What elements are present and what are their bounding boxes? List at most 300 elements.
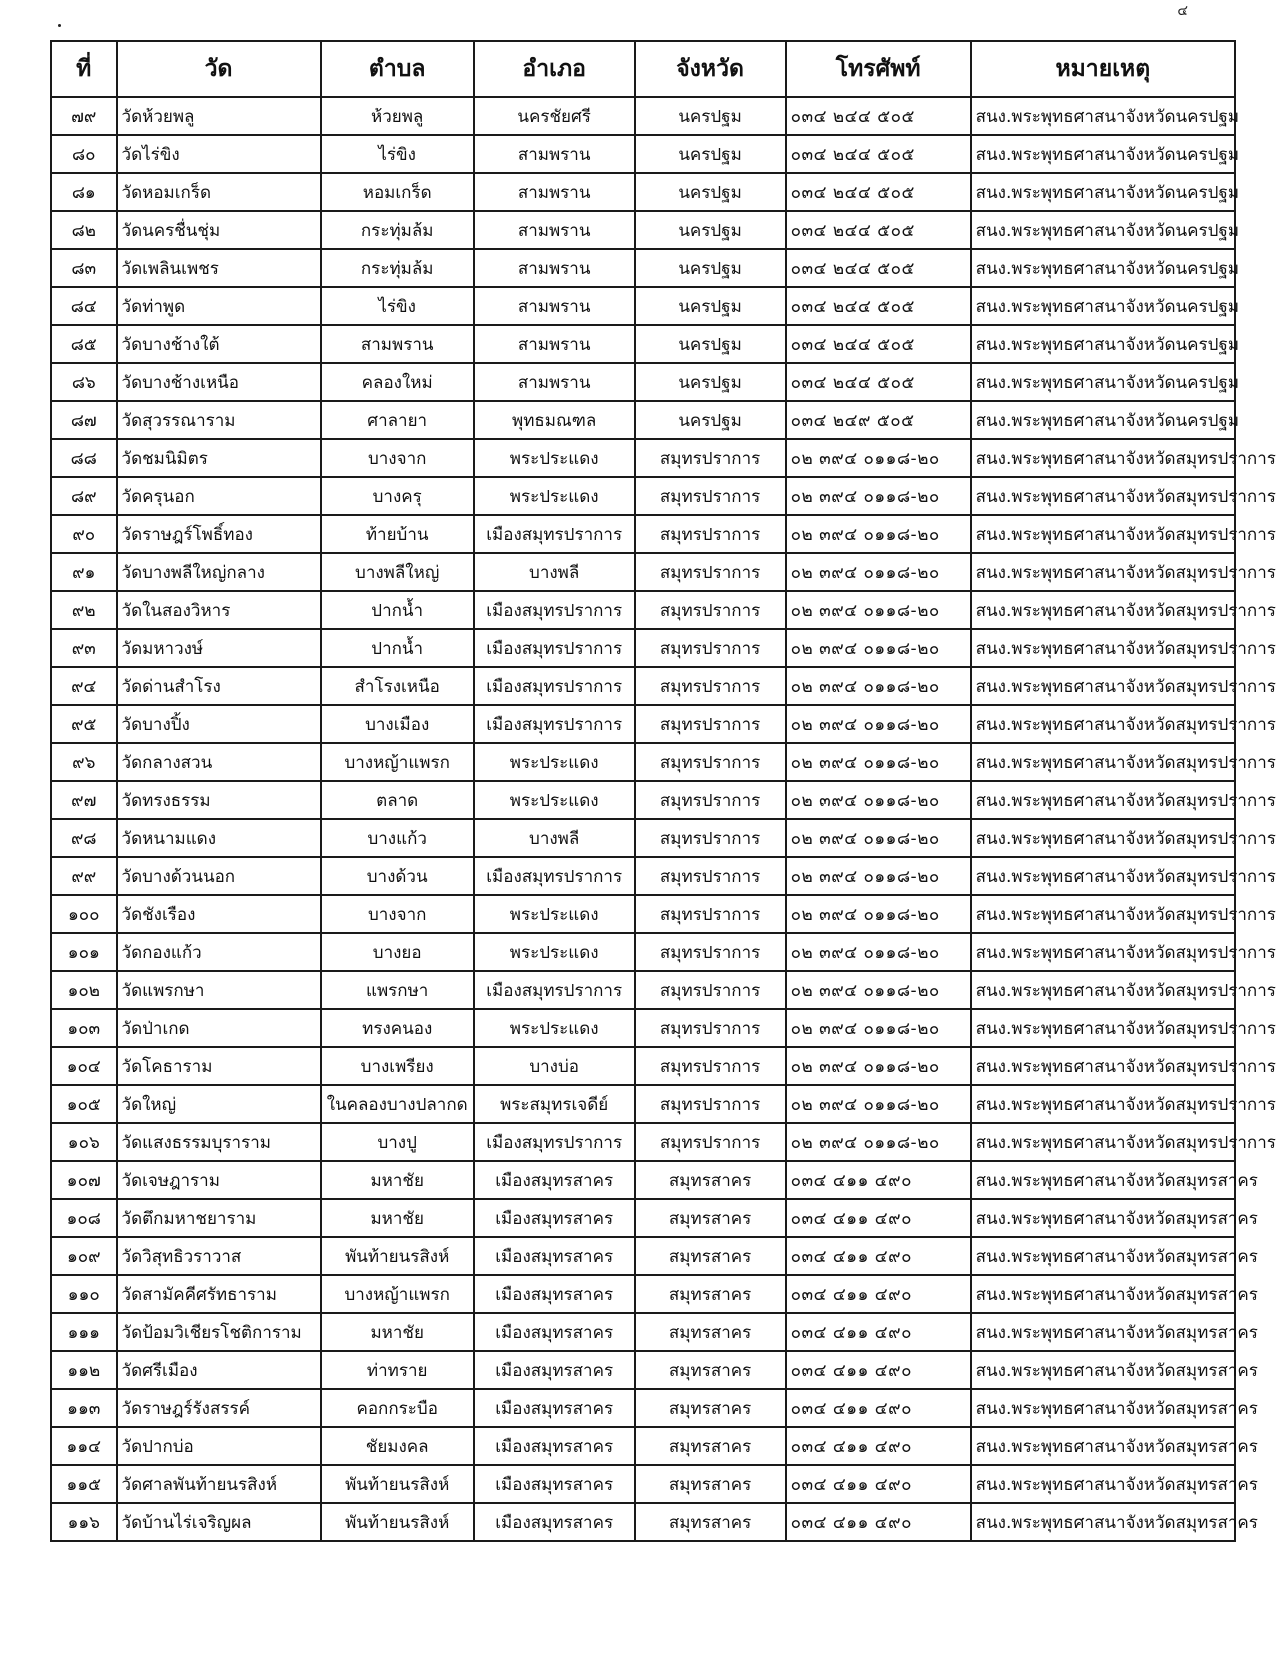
province: สมุทรปราการ bbox=[635, 781, 786, 819]
phone: ๐๒ ๓๙๔ ๐๑๑๘-๒๐ bbox=[786, 743, 971, 781]
temple-name: วัดบางปิ้ง bbox=[117, 705, 321, 743]
phone: ๐๓๔ ๒๔๔ ๕๐๕ bbox=[786, 325, 971, 363]
row-number: ๙๖ bbox=[51, 743, 117, 781]
province: สมุทรปราการ bbox=[635, 819, 786, 857]
district: เมืองสมุทรปราการ bbox=[474, 857, 635, 895]
remarks: สนง.พระพุทธศาสนาจังหวัดสมุทรปราการ bbox=[971, 1123, 1235, 1161]
header-subdistrict: ตำบล bbox=[321, 41, 474, 97]
phone: ๐๒ ๓๙๔ ๐๑๑๘-๒๐ bbox=[786, 781, 971, 819]
phone: ๐๒ ๓๙๔ ๐๑๑๘-๒๐ bbox=[786, 895, 971, 933]
row-number: ๘๑ bbox=[51, 173, 117, 211]
temple-table bbox=[50, 40, 1276, 1542]
phone: ๐๓๔ ๔๑๑ ๔๙๐ bbox=[786, 1389, 971, 1427]
province: นครปฐม bbox=[635, 173, 786, 211]
subdistrict: ปากน้ำ bbox=[321, 591, 474, 629]
header-district: อำเภอ bbox=[474, 41, 635, 97]
district: สามพราน bbox=[474, 325, 635, 363]
province: นครปฐม bbox=[635, 211, 786, 249]
remarks: สนง.พระพุทธศาสนาจังหวัดสมุทรปราการ bbox=[971, 629, 1235, 667]
province: สมุทรสาคร bbox=[635, 1237, 786, 1275]
province: นครปฐม bbox=[635, 287, 786, 325]
province: สมุทรปราการ bbox=[635, 439, 786, 477]
table-row bbox=[51, 1009, 1235, 1047]
table-row bbox=[51, 1161, 1235, 1199]
row-number: ๙๐ bbox=[51, 515, 117, 553]
district: นครชัยศรี bbox=[474, 97, 635, 135]
district: พระสมุทรเจดีย์ bbox=[474, 1085, 635, 1123]
phone: ๐๒ ๓๙๔ ๐๑๑๘-๒๐ bbox=[786, 1047, 971, 1085]
remarks: สนง.พระพุทธศาสนาจังหวัดสมุทรปราการ bbox=[971, 857, 1235, 895]
subdistrict: หอมเกร็ด bbox=[321, 173, 474, 211]
district: พระประแดง bbox=[474, 439, 635, 477]
phone: ๐๒ ๓๙๔ ๐๑๑๘-๒๐ bbox=[786, 629, 971, 667]
temple-name: วัดครุนอก bbox=[117, 477, 321, 515]
header-row bbox=[51, 41, 1235, 97]
temple-name: วัดเจษฎาราม bbox=[117, 1161, 321, 1199]
page-number: ๔ bbox=[1177, 3, 1188, 19]
remarks: สนง.พระพุทธศาสนาจังหวัดสมุทรปราการ bbox=[971, 439, 1235, 477]
subdistrict: บางพลีใหญ่ bbox=[321, 553, 474, 591]
province: สมุทรปราการ bbox=[635, 515, 786, 553]
remarks: สนง.พระพุทธศาสนาจังหวัดนครปฐม bbox=[971, 249, 1235, 287]
district: เมืองสมุทรสาคร bbox=[474, 1199, 635, 1237]
header-province: จังหวัด bbox=[635, 41, 786, 97]
temple-name: วัดนครชื่นชุ่ม bbox=[117, 211, 321, 249]
district: เมืองสมุทรปราการ bbox=[474, 1123, 635, 1161]
subdistrict: คอกกระบือ bbox=[321, 1389, 474, 1427]
district: สามพราน bbox=[474, 211, 635, 249]
temple-name: วัดในสองวิหาร bbox=[117, 591, 321, 629]
phone: ๐๒ ๓๙๔ ๐๑๑๘-๒๐ bbox=[786, 667, 971, 705]
temple-name: วัดปากบ่อ bbox=[117, 1427, 321, 1465]
row-number: ๑๐๔ bbox=[51, 1047, 117, 1085]
remarks: สนง.พระพุทธศาสนาจังหวัดสมุทรปราการ bbox=[971, 705, 1235, 743]
phone: ๐๓๔ ๔๑๑ ๔๙๐ bbox=[786, 1237, 971, 1275]
temple-name: วัดไร่ขิง bbox=[117, 135, 321, 173]
subdistrict: กระทุ่มล้ม bbox=[321, 211, 474, 249]
remarks: สนง.พระพุทธศาสนาจังหวัดนครปฐม bbox=[971, 401, 1235, 439]
subdistrict: สามพราน bbox=[321, 325, 474, 363]
province: สมุทรปราการ bbox=[635, 629, 786, 667]
row-number: ๑๑๔ bbox=[51, 1427, 117, 1465]
row-number: ๑๑๕ bbox=[51, 1465, 117, 1503]
table-row bbox=[51, 97, 1235, 135]
subdistrict: กระทุ่มล้ม bbox=[321, 249, 474, 287]
subdistrict: บางหญ้าแพรก bbox=[321, 1275, 474, 1313]
district: เมืองสมุทรสาคร bbox=[474, 1237, 635, 1275]
remarks: สนง.พระพุทธศาสนาจังหวัดสมุทรสาคร bbox=[971, 1275, 1235, 1313]
temple-name: วัดมหาวงษ์ bbox=[117, 629, 321, 667]
table-row bbox=[51, 743, 1235, 781]
district: เมืองสมุทรปราการ bbox=[474, 591, 635, 629]
phone: ๐๓๔ ๒๔๔ ๕๐๕ bbox=[786, 363, 971, 401]
temple-name: วัดโคธาราม bbox=[117, 1047, 321, 1085]
row-number: ๘๘ bbox=[51, 439, 117, 477]
temple-name: วัดชมนิมิตร bbox=[117, 439, 321, 477]
phone: ๐๓๔ ๒๔๔ ๕๐๕ bbox=[786, 249, 971, 287]
district: เมืองสมุทรสาคร bbox=[474, 1427, 635, 1465]
temple-name: วัดตึกมหาชยาราม bbox=[117, 1199, 321, 1237]
subdistrict: พันท้ายนรสิงห์ bbox=[321, 1237, 474, 1275]
phone: ๐๓๔ ๒๔๔ ๕๐๕ bbox=[786, 211, 971, 249]
phone: ๐๓๔ ๔๑๑ ๔๙๐ bbox=[786, 1427, 971, 1465]
phone: ๐๓๔ ๒๔๔ ๕๐๕ bbox=[786, 135, 971, 173]
province: สมุทรสาคร bbox=[635, 1275, 786, 1313]
province: สมุทรสาคร bbox=[635, 1503, 786, 1541]
temple-name: วัดกลางสวน bbox=[117, 743, 321, 781]
temple-name: วัดหนามแดง bbox=[117, 819, 321, 857]
phone: ๐๓๔ ๔๑๑ ๔๙๐ bbox=[786, 1313, 971, 1351]
district: เมืองสมุทรปราการ bbox=[474, 705, 635, 743]
remarks: สนง.พระพุทธศาสนาจังหวัดสมุทรปราการ bbox=[971, 1009, 1235, 1047]
province: สมุทรปราการ bbox=[635, 1085, 786, 1123]
remarks: สนง.พระพุทธศาสนาจังหวัดสมุทรปราการ bbox=[971, 781, 1235, 819]
table-row bbox=[51, 1351, 1235, 1389]
district: สามพราน bbox=[474, 287, 635, 325]
district: เมืองสมุทรสาคร bbox=[474, 1503, 635, 1541]
table-row bbox=[51, 629, 1235, 667]
remarks: สนง.พระพุทธศาสนาจังหวัดสมุทรปราการ bbox=[971, 667, 1235, 705]
district: เมืองสมุทรสาคร bbox=[474, 1275, 635, 1313]
remarks: สนง.พระพุทธศาสนาจังหวัดสมุทรปราการ bbox=[971, 553, 1235, 591]
remarks: สนง.พระพุทธศาสนาจังหวัดสมุทรปราการ bbox=[971, 591, 1235, 629]
table-row bbox=[51, 591, 1235, 629]
province: นครปฐม bbox=[635, 97, 786, 135]
subdistrict: ทรงคนอง bbox=[321, 1009, 474, 1047]
table-row bbox=[51, 287, 1235, 325]
row-number: ๗๙ bbox=[51, 97, 117, 135]
subdistrict: บางแก้ว bbox=[321, 819, 474, 857]
subdistrict: ปากน้ำ bbox=[321, 629, 474, 667]
row-number: ๙๗ bbox=[51, 781, 117, 819]
phone: ๐๒ ๓๙๔ ๐๑๑๘-๒๐ bbox=[786, 553, 971, 591]
row-number: ๑๐๕ bbox=[51, 1085, 117, 1123]
row-number: ๘๒ bbox=[51, 211, 117, 249]
province: สมุทรปราการ bbox=[635, 477, 786, 515]
remarks: สนง.พระพุทธศาสนาจังหวัดสมุทรปราการ bbox=[971, 1085, 1235, 1123]
temple-name: วัดชังเรือง bbox=[117, 895, 321, 933]
district: สามพราน bbox=[474, 173, 635, 211]
district: เมืองสมุทรปราการ bbox=[474, 629, 635, 667]
table-row bbox=[51, 363, 1235, 401]
phone: ๐๒ ๓๙๔ ๐๑๑๘-๒๐ bbox=[786, 477, 971, 515]
subdistrict: มหาชัย bbox=[321, 1161, 474, 1199]
phone: ๐๒ ๓๙๔ ๐๑๑๘-๒๐ bbox=[786, 971, 971, 1009]
phone: ๐๓๔ ๒๔๔ ๕๐๕ bbox=[786, 287, 971, 325]
district: เมืองสมุทรสาคร bbox=[474, 1465, 635, 1503]
row-number: ๙๕ bbox=[51, 705, 117, 743]
province: สมุทรปราการ bbox=[635, 971, 786, 1009]
phone: ๐๓๔ ๒๔๔ ๕๐๕ bbox=[786, 97, 971, 135]
subdistrict: ท้ายบ้าน bbox=[321, 515, 474, 553]
row-number: ๙๑ bbox=[51, 553, 117, 591]
remarks: สนง.พระพุทธศาสนาจังหวัดนครปฐม bbox=[971, 135, 1235, 173]
province: สมุทรปราการ bbox=[635, 1123, 786, 1161]
table-row bbox=[51, 971, 1235, 1009]
subdistrict: สำโรงเหนือ bbox=[321, 667, 474, 705]
table-row bbox=[51, 857, 1235, 895]
table-row bbox=[51, 1047, 1235, 1085]
table-row bbox=[51, 439, 1235, 477]
phone: ๐๒ ๓๙๔ ๐๑๑๘-๒๐ bbox=[786, 439, 971, 477]
district: บางพลี bbox=[474, 819, 635, 857]
table-row bbox=[51, 515, 1235, 553]
subdistrict: ชัยมงคล bbox=[321, 1427, 474, 1465]
temple-name: วัดสามัคคีศรัทธาราม bbox=[117, 1275, 321, 1313]
province: นครปฐม bbox=[635, 363, 786, 401]
remarks: สนง.พระพุทธศาสนาจังหวัดนครปฐม bbox=[971, 173, 1235, 211]
remarks: สนง.พระพุทธศาสนาจังหวัดสมุทรปราการ bbox=[971, 819, 1235, 857]
province: สมุทรสาคร bbox=[635, 1427, 786, 1465]
district: สามพราน bbox=[474, 249, 635, 287]
province: สมุทรปราการ bbox=[635, 857, 786, 895]
subdistrict: บางหญ้าแพรก bbox=[321, 743, 474, 781]
phone: ๐๒ ๓๙๔ ๐๑๑๘-๒๐ bbox=[786, 591, 971, 629]
row-number: ๘๗ bbox=[51, 401, 117, 439]
table-body bbox=[51, 97, 1276, 1541]
table-row bbox=[51, 173, 1235, 211]
stray-dot bbox=[58, 24, 61, 27]
remarks: สนง.พระพุทธศาสนาจังหวัดสมุทรปราการ bbox=[971, 743, 1235, 781]
subdistrict: ไร่ขิง bbox=[321, 135, 474, 173]
temple-name: วัดศรีเมือง bbox=[117, 1351, 321, 1389]
row-number: ๙๙ bbox=[51, 857, 117, 895]
temple-name: วัดราษฎร์โพธิ์ทอง bbox=[117, 515, 321, 553]
phone: ๐๒ ๓๙๔ ๐๑๑๘-๒๐ bbox=[786, 933, 971, 971]
province: สมุทรสาคร bbox=[635, 1161, 786, 1199]
province: นครปฐม bbox=[635, 325, 786, 363]
district: สามพราน bbox=[474, 363, 635, 401]
phone: ๐๓๔ ๔๑๑ ๔๙๐ bbox=[786, 1465, 971, 1503]
temple-name: วัดราษฎร์รังสรรค์ bbox=[117, 1389, 321, 1427]
table-row bbox=[51, 325, 1235, 363]
subdistrict: ในคลองบางปลากด bbox=[321, 1085, 474, 1123]
phone: ๐๓๔ ๔๑๑ ๔๙๐ bbox=[786, 1351, 971, 1389]
province: สมุทรสาคร bbox=[635, 1465, 786, 1503]
province: สมุทรสาคร bbox=[635, 1199, 786, 1237]
subdistrict: พันท้ายนรสิงห์ bbox=[321, 1465, 474, 1503]
phone: ๐๓๔ ๔๑๑ ๔๙๐ bbox=[786, 1161, 971, 1199]
table-row bbox=[51, 1237, 1235, 1275]
temple-name: วัดป่าเกด bbox=[117, 1009, 321, 1047]
district: เมืองสมุทรสาคร bbox=[474, 1161, 635, 1199]
temple-name: วัดป้อมวิเชียรโชติการาม bbox=[117, 1313, 321, 1351]
district: เมืองสมุทรสาคร bbox=[474, 1351, 635, 1389]
temple-name: วัดแพรกษา bbox=[117, 971, 321, 1009]
district: เมืองสมุทรสาคร bbox=[474, 1389, 635, 1427]
temple-name: วัดห้วยพลู bbox=[117, 97, 321, 135]
temple-name: วัดกองแก้ว bbox=[117, 933, 321, 971]
district: เมืองสมุทรสาคร bbox=[474, 1313, 635, 1351]
remarks: สนง.พระพุทธศาสนาจังหวัดสมุทรสาคร bbox=[971, 1427, 1235, 1465]
remarks: สนง.พระพุทธศาสนาจังหวัดนครปฐม bbox=[971, 363, 1235, 401]
row-number: ๘๙ bbox=[51, 477, 117, 515]
table-row bbox=[51, 1313, 1235, 1351]
remarks: สนง.พระพุทธศาสนาจังหวัดนครปฐม bbox=[971, 97, 1235, 135]
table-row bbox=[51, 211, 1235, 249]
row-number: ๑๐๘ bbox=[51, 1199, 117, 1237]
temple-name: วัดด่านสำโรง bbox=[117, 667, 321, 705]
row-number: ๘๖ bbox=[51, 363, 117, 401]
phone: ๐๒ ๓๙๔ ๐๑๑๘-๒๐ bbox=[786, 819, 971, 857]
row-number: ๑๑๓ bbox=[51, 1389, 117, 1427]
remarks: สนง.พระพุทธศาสนาจังหวัดสมุทรสาคร bbox=[971, 1161, 1235, 1199]
phone: ๐๓๔ ๔๑๑ ๔๙๐ bbox=[786, 1275, 971, 1313]
subdistrict: บางด้วน bbox=[321, 857, 474, 895]
district: สามพราน bbox=[474, 135, 635, 173]
district: บางพลี bbox=[474, 553, 635, 591]
subdistrict: บางจาก bbox=[321, 895, 474, 933]
remarks: สนง.พระพุทธศาสนาจังหวัดสมุทรสาคร bbox=[971, 1503, 1235, 1541]
row-number: ๘๕ bbox=[51, 325, 117, 363]
subdistrict: บางเมือง bbox=[321, 705, 474, 743]
district: เมืองสมุทรปราการ bbox=[474, 515, 635, 553]
row-number: ๑๑๖ bbox=[51, 1503, 117, 1541]
temple-name: วัดสุวรรณาราม bbox=[117, 401, 321, 439]
temple-name: วัดแสงธรรมบุราราม bbox=[117, 1123, 321, 1161]
province: นครปฐม bbox=[635, 249, 786, 287]
province: สมุทรปราการ bbox=[635, 667, 786, 705]
subdistrict: แพรกษา bbox=[321, 971, 474, 1009]
table-row bbox=[51, 1085, 1235, 1123]
table-row bbox=[51, 401, 1235, 439]
remarks: สนง.พระพุทธศาสนาจังหวัดสมุทรปราการ bbox=[971, 477, 1235, 515]
row-number: ๑๐๙ bbox=[51, 1237, 117, 1275]
district: พระประแดง bbox=[474, 781, 635, 819]
row-number: ๑๐๗ bbox=[51, 1161, 117, 1199]
temple-name: วัดศาลพันท้ายนรสิงห์ bbox=[117, 1465, 321, 1503]
phone: ๐๓๔ ๔๑๑ ๔๙๐ bbox=[786, 1199, 971, 1237]
subdistrict: บางปู bbox=[321, 1123, 474, 1161]
subdistrict: ห้วยพลู bbox=[321, 97, 474, 135]
row-number: ๑๐๒ bbox=[51, 971, 117, 1009]
subdistrict: มหาชัย bbox=[321, 1199, 474, 1237]
remarks: สนง.พระพุทธศาสนาจังหวัดสมุทรปราการ bbox=[971, 895, 1235, 933]
temple-name: วัดบางช้างเหนือ bbox=[117, 363, 321, 401]
header-no: ที่ bbox=[51, 41, 117, 97]
province: สมุทรปราการ bbox=[635, 591, 786, 629]
district: เมืองสมุทรปราการ bbox=[474, 667, 635, 705]
remarks: สนง.พระพุทธศาสนาจังหวัดสมุทรสาคร bbox=[971, 1199, 1235, 1237]
district: พระประแดง bbox=[474, 933, 635, 971]
remarks: สนง.พระพุทธศาสนาจังหวัดสมุทรปราการ bbox=[971, 971, 1235, 1009]
province: สมุทรปราการ bbox=[635, 743, 786, 781]
temple-name: วัดวิสุทธิวราวาส bbox=[117, 1237, 321, 1275]
subdistrict: บางเพรียง bbox=[321, 1047, 474, 1085]
table-row bbox=[51, 249, 1235, 287]
row-number: ๘๔ bbox=[51, 287, 117, 325]
subdistrict: ตลาด bbox=[321, 781, 474, 819]
subdistrict: ท่าทราย bbox=[321, 1351, 474, 1389]
district: พระประแดง bbox=[474, 1009, 635, 1047]
remarks: สนง.พระพุทธศาสนาจังหวัดนครปฐม bbox=[971, 325, 1235, 363]
temple-name: วัดเพลินเพชร bbox=[117, 249, 321, 287]
subdistrict: บางจาก bbox=[321, 439, 474, 477]
remarks: สนง.พระพุทธศาสนาจังหวัดสมุทรสาคร bbox=[971, 1465, 1235, 1503]
temple-name: วัดบางพลีใหญ่กลาง bbox=[117, 553, 321, 591]
table-row bbox=[51, 781, 1235, 819]
table-row bbox=[51, 895, 1235, 933]
temple-name: วัดทรงธรรม bbox=[117, 781, 321, 819]
table-row bbox=[51, 477, 1235, 515]
row-number: ๑๐๖ bbox=[51, 1123, 117, 1161]
phone: ๐๓๔ ๔๑๑ ๔๙๐ bbox=[786, 1503, 971, 1541]
phone: ๐๒ ๓๙๔ ๐๑๑๘-๒๐ bbox=[786, 1123, 971, 1161]
table-row bbox=[51, 135, 1235, 173]
phone: ๐๒ ๓๙๔ ๐๑๑๘-๒๐ bbox=[786, 705, 971, 743]
table-row bbox=[51, 553, 1235, 591]
row-number: ๑๑๐ bbox=[51, 1275, 117, 1313]
district: พระประแดง bbox=[474, 895, 635, 933]
phone: ๐๒ ๓๙๔ ๐๑๑๘-๒๐ bbox=[786, 1009, 971, 1047]
row-number: ๘๐ bbox=[51, 135, 117, 173]
remarks: สนง.พระพุทธศาสนาจังหวัดนครปฐม bbox=[971, 211, 1235, 249]
header-phone: โทรศัพท์ bbox=[786, 41, 971, 97]
subdistrict: คลองใหม่ bbox=[321, 363, 474, 401]
province: สมุทรปราการ bbox=[635, 553, 786, 591]
phone: ๐๒ ๓๙๔ ๐๑๑๘-๒๐ bbox=[786, 1085, 971, 1123]
header-remarks: หมายเหตุ bbox=[971, 41, 1235, 97]
remarks: สนง.พระพุทธศาสนาจังหวัดสมุทรปราการ bbox=[971, 933, 1235, 971]
row-number: ๑๐๑ bbox=[51, 933, 117, 971]
province: สมุทรสาคร bbox=[635, 1313, 786, 1351]
remarks: สนง.พระพุทธศาสนาจังหวัดนครปฐม bbox=[971, 287, 1235, 325]
temple-name: วัดบางด้วนนอก bbox=[117, 857, 321, 895]
remarks: สนง.พระพุทธศาสนาจังหวัดสมุทรปราการ bbox=[971, 1047, 1235, 1085]
table-row bbox=[51, 1389, 1235, 1427]
province: นครปฐม bbox=[635, 135, 786, 173]
province: สมุทรสาคร bbox=[635, 1389, 786, 1427]
province: สมุทรปราการ bbox=[635, 895, 786, 933]
temple-name: วัดใหญ่ bbox=[117, 1085, 321, 1123]
row-number: ๙๒ bbox=[51, 591, 117, 629]
province: สมุทรปราการ bbox=[635, 1047, 786, 1085]
row-number: ๙๓ bbox=[51, 629, 117, 667]
remarks: สนง.พระพุทธศาสนาจังหวัดสมุทรสาคร bbox=[971, 1237, 1235, 1275]
row-number: ๘๓ bbox=[51, 249, 117, 287]
district: พุทธมณฑล bbox=[474, 401, 635, 439]
subdistrict: มหาชัย bbox=[321, 1313, 474, 1351]
table-row bbox=[51, 705, 1235, 743]
district: พระประแดง bbox=[474, 477, 635, 515]
row-number: ๑๑๑ bbox=[51, 1313, 117, 1351]
subdistrict: ไร่ขิง bbox=[321, 287, 474, 325]
phone: ๐๒ ๓๙๔ ๐๑๑๘-๒๐ bbox=[786, 857, 971, 895]
province: นครปฐม bbox=[635, 401, 786, 439]
remarks: สนง.พระพุทธศาสนาจังหวัดสมุทรสาคร bbox=[971, 1351, 1235, 1389]
table-row bbox=[51, 1199, 1235, 1237]
remarks: สนง.พระพุทธศาสนาจังหวัดสมุทรสาคร bbox=[971, 1389, 1235, 1427]
row-number: ๑๐๐ bbox=[51, 895, 117, 933]
subdistrict: บางครุ bbox=[321, 477, 474, 515]
table-row bbox=[51, 1465, 1235, 1503]
remarks: สนง.พระพุทธศาสนาจังหวัดสมุทรสาคร bbox=[971, 1313, 1235, 1351]
province: สมุทรปราการ bbox=[635, 1009, 786, 1047]
province: สมุทรสาคร bbox=[635, 1351, 786, 1389]
subdistrict: ศาลายา bbox=[321, 401, 474, 439]
row-number: ๙๔ bbox=[51, 667, 117, 705]
table-row bbox=[51, 819, 1235, 857]
row-number: ๑๐๓ bbox=[51, 1009, 117, 1047]
district: บางบ่อ bbox=[474, 1047, 635, 1085]
table-row bbox=[51, 1503, 1235, 1541]
table-row bbox=[51, 1427, 1235, 1465]
phone: ๐๒ ๓๙๔ ๐๑๑๘-๒๐ bbox=[786, 515, 971, 553]
table-row bbox=[51, 667, 1235, 705]
temple-name: วัดหอมเกร็ด bbox=[117, 173, 321, 211]
province: สมุทรปราการ bbox=[635, 705, 786, 743]
district: พระประแดง bbox=[474, 743, 635, 781]
